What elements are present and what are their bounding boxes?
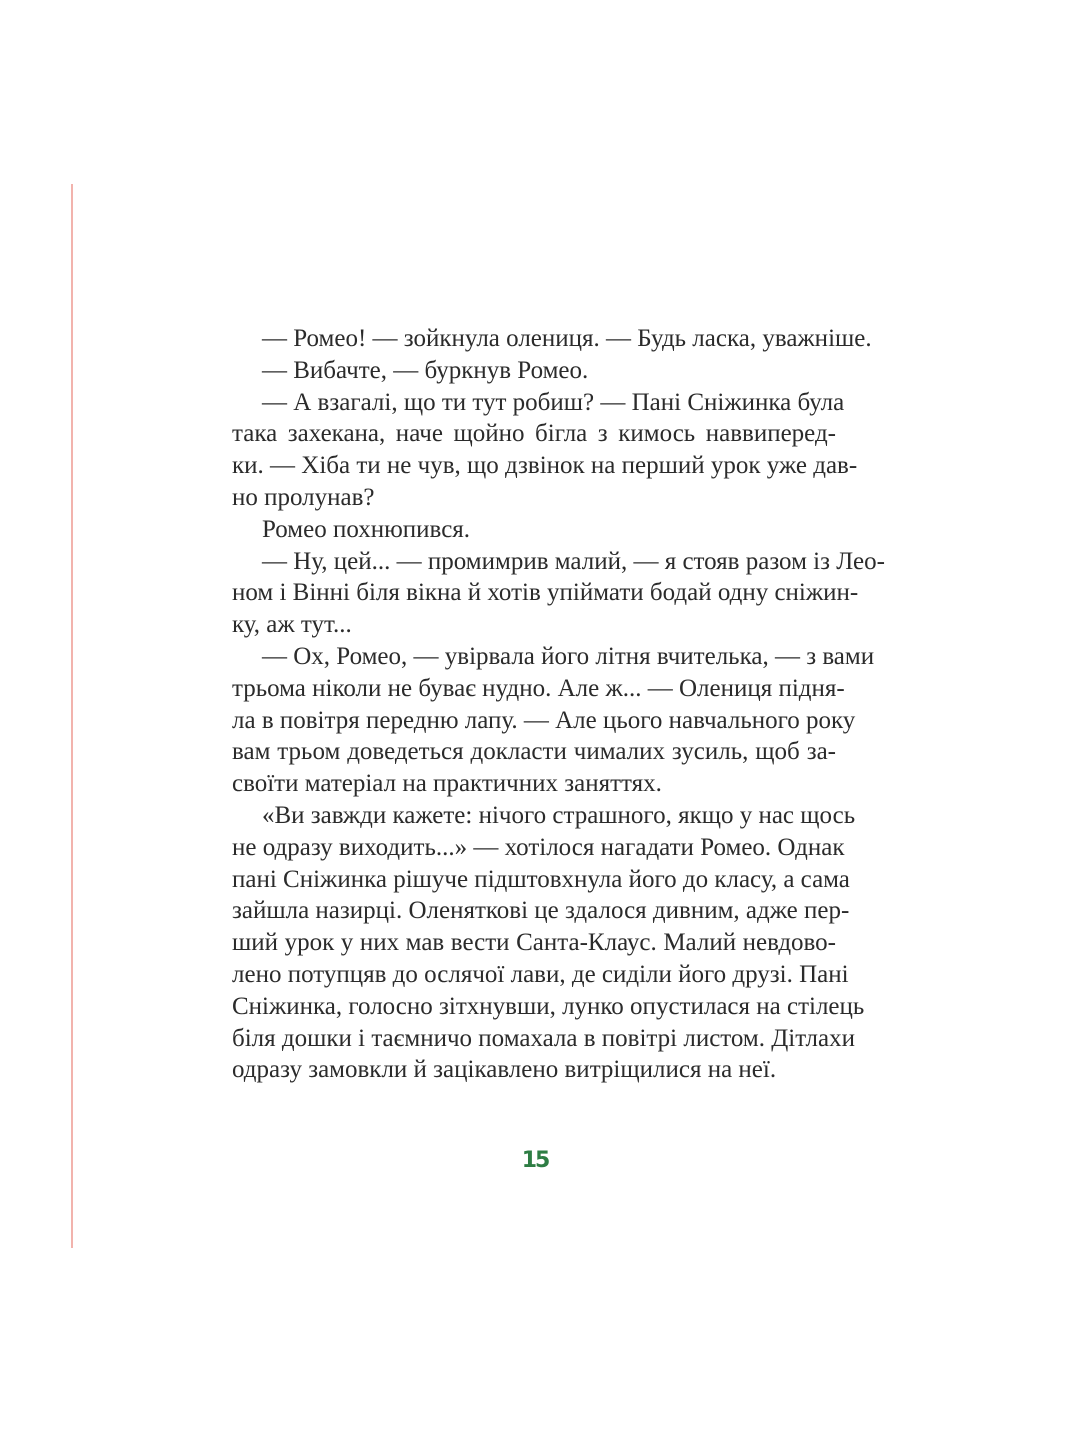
text-line: «Ви завжди кажете: нічого страшного, якщо у нас щось [262, 801, 856, 829]
text-line: лено потупцяв до ослячої лави, де сиділи його друзі. Пані [232, 960, 849, 988]
text-line: Сніжинка, голосно зітхнувши, лунко опустилася на стілець [232, 992, 865, 1020]
text-line: ки. — Хіба ти не чув, що дзвінок на перший урок уже дав- [232, 452, 858, 480]
text-line: — Ромео! — зойкнула олениця. — Будь ласка, уважніше. [262, 325, 872, 352]
text-line: ном і Вінні біля вікна й хотів упіймати бодай одну сніжин- [232, 579, 859, 607]
text-line: така захекана, наче щойно бігла з кимось наввиперед- [232, 420, 836, 448]
page-number: 15 [521, 1148, 549, 1173]
text-line: — Вибачте, — буркнув Ромео. [262, 356, 589, 384]
text-line: — А взагалі, що ти тут робиш? — Пані Сніжинка була [262, 388, 845, 416]
text-line: ку, аж тут... [232, 611, 352, 639]
text-line: — Ну, цей... — промимрив малий, — я стояв разом із Лео- [262, 547, 885, 575]
text-line: не одразу виходить...» — хотілося нагадати Ромео. Однак [232, 833, 845, 861]
body-text [232, 323, 885, 1086]
text-line: ший урок у них мав вести Санта-Клаус. Малий невдово- [232, 929, 836, 957]
text-line: трьома ніколи не буває нудно. Але ж... — Олениця підня- [232, 674, 845, 702]
text-line: ла в повітря передню лапу. — Але цього навчального року [232, 706, 856, 734]
text-line: вам трьом доведеться докласти чималих зусиль, щоб за- [232, 738, 836, 766]
text-line: одразу замовкли й зацікавлено витріщилися на неї. [232, 1056, 777, 1084]
text-line: біля дошки і таємничо помахала в повітрі листом. Дітлахи [232, 1024, 855, 1052]
text-line: пані Сніжинка рішуче підштовхнула його до класу, а сама [232, 865, 850, 893]
text-line: зайшла назирці. Оленяткові це здалося дивним, адже пер- [232, 897, 850, 925]
page-edge-line [71, 184, 73, 1248]
text-line: — Ох, Ромео, — увірвала його літня вчителька, — з вами [262, 642, 875, 670]
text-line: своїти матеріал на практичних заняттях. [232, 770, 662, 798]
text-line: Ромео похнюпився. [262, 515, 471, 543]
text-line: но пролунав? [232, 483, 375, 511]
